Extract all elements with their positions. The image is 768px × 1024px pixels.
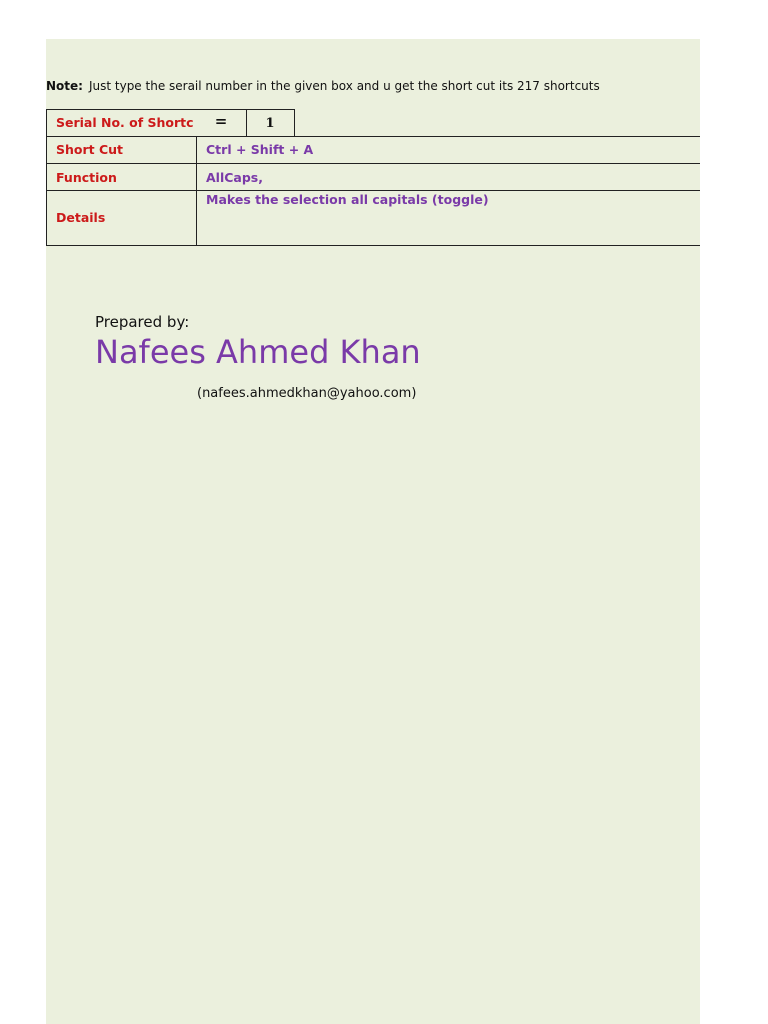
shortcut-value: Ctrl + Shift + A — [206, 142, 314, 157]
prepared-by-label: Prepared by: — [95, 313, 190, 331]
shortcut-label: Short Cut — [56, 142, 124, 157]
details-value: Makes the selection all capitals (toggle) — [206, 192, 489, 207]
serial-number-input[interactable] — [247, 110, 293, 136]
equals-sign: = — [214, 112, 228, 130]
grid-label-divider — [196, 136, 197, 246]
grid-line-2 — [46, 163, 700, 164]
note-label: Note: — [46, 79, 83, 93]
author-name: Nafees Ahmed Khan — [95, 333, 421, 371]
details-label: Details — [56, 210, 106, 225]
spreadsheet-area — [46, 39, 700, 1024]
serial-number-label: Serial No. of Shortc — [56, 115, 194, 130]
grid-bottom-border — [46, 245, 700, 246]
note-text: Just type the serail number in the given box and u get the short cut its 217 shortcuts — [88, 79, 600, 93]
grid-line-3 — [46, 190, 700, 191]
grid-line-1 — [46, 136, 700, 137]
author-email: (nafees.ahmedkhan@yahoo.com) — [197, 386, 417, 401]
function-label: Function — [56, 170, 117, 185]
grid-left-border — [46, 109, 47, 246]
grid-input-right-border — [294, 109, 295, 137]
function-value: AllCaps, — [206, 170, 263, 185]
note-line — [46, 79, 600, 93]
